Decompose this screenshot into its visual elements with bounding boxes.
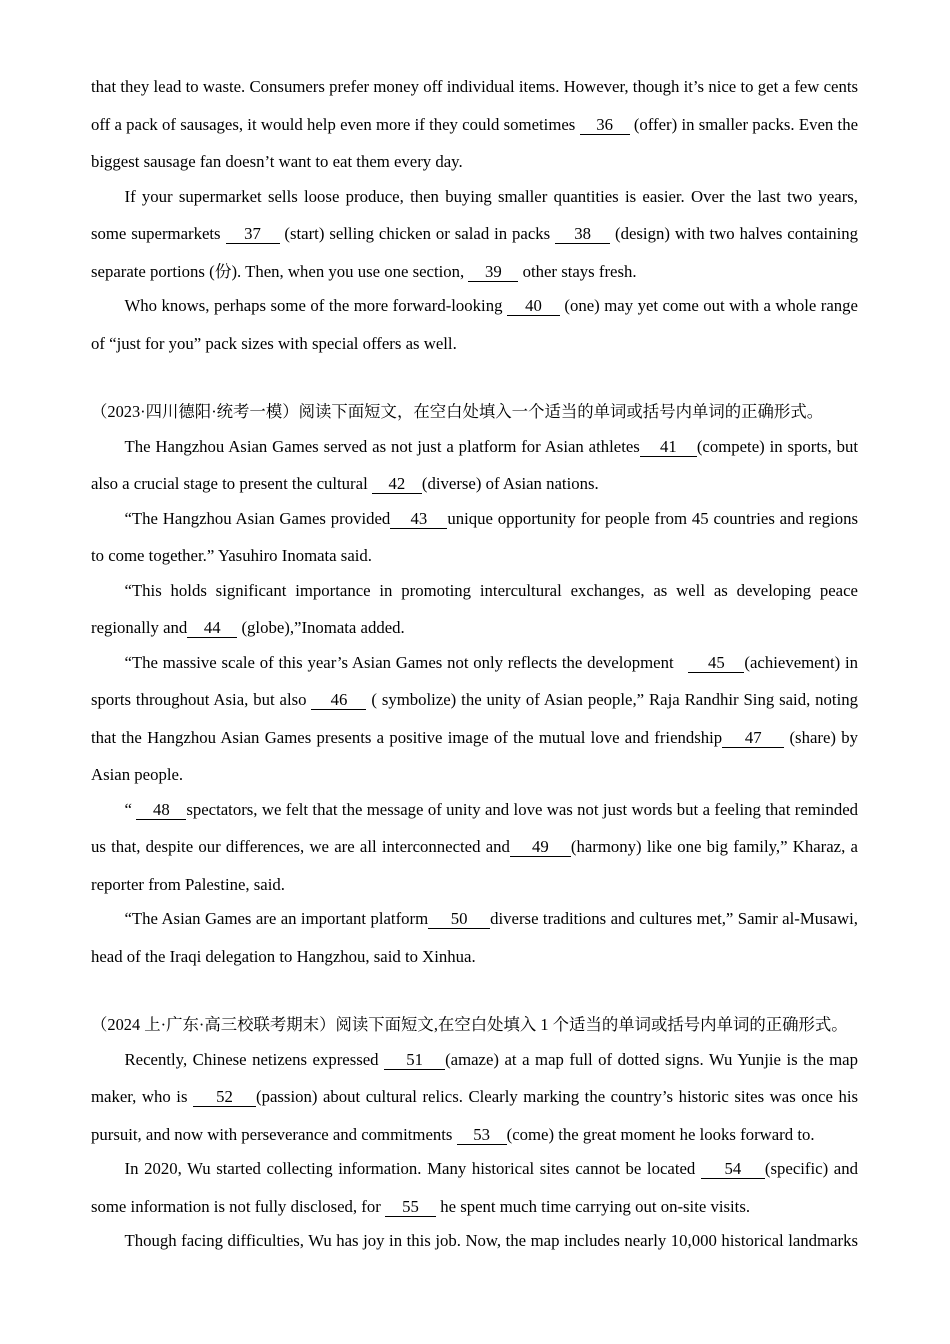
paragraph: [91, 68, 858, 181]
blank-46: 46: [311, 690, 366, 710]
paragraph-text: “The massive scale of this year’s Asian Games not only reflects the development: [124, 652, 679, 672]
blank-44: 44: [187, 618, 237, 638]
blank-37: 37: [226, 224, 280, 244]
blank-51: 51: [384, 1050, 445, 1070]
paragraph-text: that they lead to waste. Consumers prefer money off individual items. However, though it’s nice to get a few cents off a pack of sausages, it would help even more if they could sometimes: [91, 77, 858, 134]
blank-39: 39: [468, 262, 518, 282]
paragraph: [91, 178, 858, 291]
paragraph: [91, 287, 858, 362]
paragraph-text: (passion) about cultural relics. Clearly marking the country’s historic sites was once his pursuit, and now with perseverance and commitments: [91, 1087, 858, 1144]
blank-47: 47: [722, 728, 784, 748]
paragraph-text: (compete) in sports, but also a crucial stage to present the cultural: [91, 436, 858, 493]
blank-42: 42: [372, 474, 422, 494]
section-instruction: （2023·四川德阳·统考一模）阅读下面短文，在空白处填入一个适当的单词或括号内单词的正确形式。: [91, 402, 824, 421]
paragraph: [91, 791, 858, 904]
blank-52: 52: [193, 1087, 256, 1107]
paragraph-text: Though facing difficulties, Wu has joy in this job. Now, the map includes nearly 10,000 historical landmarks: [124, 1231, 858, 1250]
paragraph-text: (share) by Asian people.: [91, 727, 858, 784]
paragraph: [91, 500, 858, 575]
blank-48: 48: [136, 800, 186, 820]
paragraph-text: Who knows, perhaps some of the more forward-looking: [124, 296, 507, 315]
blank-36: 36: [580, 115, 630, 135]
paragraph-text: “: [124, 799, 137, 819]
paragraph-text: he spent much time carrying out on-site visits.: [436, 1196, 751, 1216]
blank-54: 54: [701, 1159, 765, 1179]
paragraph-text: (harmony) like one big family,” Kharaz, a reporter from Palestine, said.: [91, 837, 858, 894]
passage-2: [91, 393, 858, 975]
paragraph-text: The Hangzhou Asian Games served as not just a platform for Asian athletes: [124, 436, 640, 456]
paragraph-text: ( symbolize) the unity of Asian people,” Raja Randhir Sing said, noting that the Hangzhou Asian Games presents a positive image of the mutual love and friendship: [91, 690, 858, 747]
blank-38: 38: [555, 224, 610, 244]
paragraph-text: Recently, Chinese netizens expressed: [124, 1049, 385, 1069]
blank-41: 41: [640, 437, 697, 457]
paragraph: [91, 1150, 858, 1225]
paragraph: [91, 1041, 858, 1154]
paragraph-text: (start) selling chicken or salad in packs: [279, 224, 556, 243]
paragraph-text: In 2020, Wu started collecting information. Many historical sites cannot be located: [124, 1159, 701, 1178]
paragraph-text: “The Hangzhou Asian Games provided: [124, 508, 391, 528]
paragraph-text: (one) may yet come out with a whole range of “just for you” pack sizes with special offers as well.: [91, 296, 858, 353]
paragraph: [91, 572, 858, 647]
paragraph: [91, 428, 858, 503]
paragraph-text: (come) the great moment he looks forward to.: [506, 1124, 815, 1144]
paragraph: [91, 1222, 858, 1260]
paragraph-text: (amaze) at a map full of dotted signs. Wu Yunjie is the map maker, who is: [91, 1049, 858, 1106]
blank-55: 55: [385, 1197, 436, 1217]
paragraph-text: If your supermarket sells loose produce, then buying smaller quantities is easier. Over the last two years, some supermarkets: [91, 186, 858, 243]
passage-3: [91, 1006, 858, 1260]
blank-49: 49: [510, 837, 571, 857]
paragraph-text: diverse traditions and cultures met,” Samir al-Musawi, head of the Iraqi delegation to Hangzhou, said to Xinhua.: [91, 909, 858, 966]
passage-1: [91, 68, 858, 362]
paragraph-text: unique opportunity for people from 45 countries and regions to come together.” Yasuhiro Inomata said.: [91, 508, 858, 565]
paragraph-text: spectators, we felt that the message of unity and love was not just words but a feeling that reminded us that, despite our differences, we are all interconnected and: [91, 799, 858, 856]
blank-43: 43: [390, 509, 447, 529]
paragraph-text: (offer) in smaller packs. Even the biggest sausage fan doesn’t want to eat them every day.: [91, 114, 859, 171]
blank-45: 45: [688, 653, 744, 673]
paragraph: [91, 900, 858, 975]
blank-53: 53: [457, 1125, 507, 1145]
blank-40: 40: [507, 296, 560, 316]
blank-50: 50: [428, 909, 490, 929]
section-instruction: （2024 上·广东·高三校联考期末）阅读下面短文,在空白处填入 1 个适当的单词或括号内单词的正确形式。: [91, 1015, 848, 1034]
paragraph-text: “The Asian Games are an important platform: [124, 909, 429, 928]
paragraph-text: other stays fresh.: [518, 261, 637, 281]
paragraph-text: (design) with two halves containing separate portions (份). Then, when you use one section,: [91, 224, 858, 281]
paragraph-text: (diverse) of Asian nations.: [421, 474, 599, 493]
paragraph-text: (specific) and some information is not fully disclosed, for: [91, 1159, 858, 1216]
paragraph-text: (achievement) in sports throughout Asia, but also: [91, 652, 859, 709]
paragraph-text: “This holds significant importance in promoting intercultural exchanges, as well as developing peace regionally and: [91, 580, 858, 637]
paragraph-text: (globe),”Inomata added.: [237, 618, 405, 637]
paragraph: [91, 644, 858, 794]
